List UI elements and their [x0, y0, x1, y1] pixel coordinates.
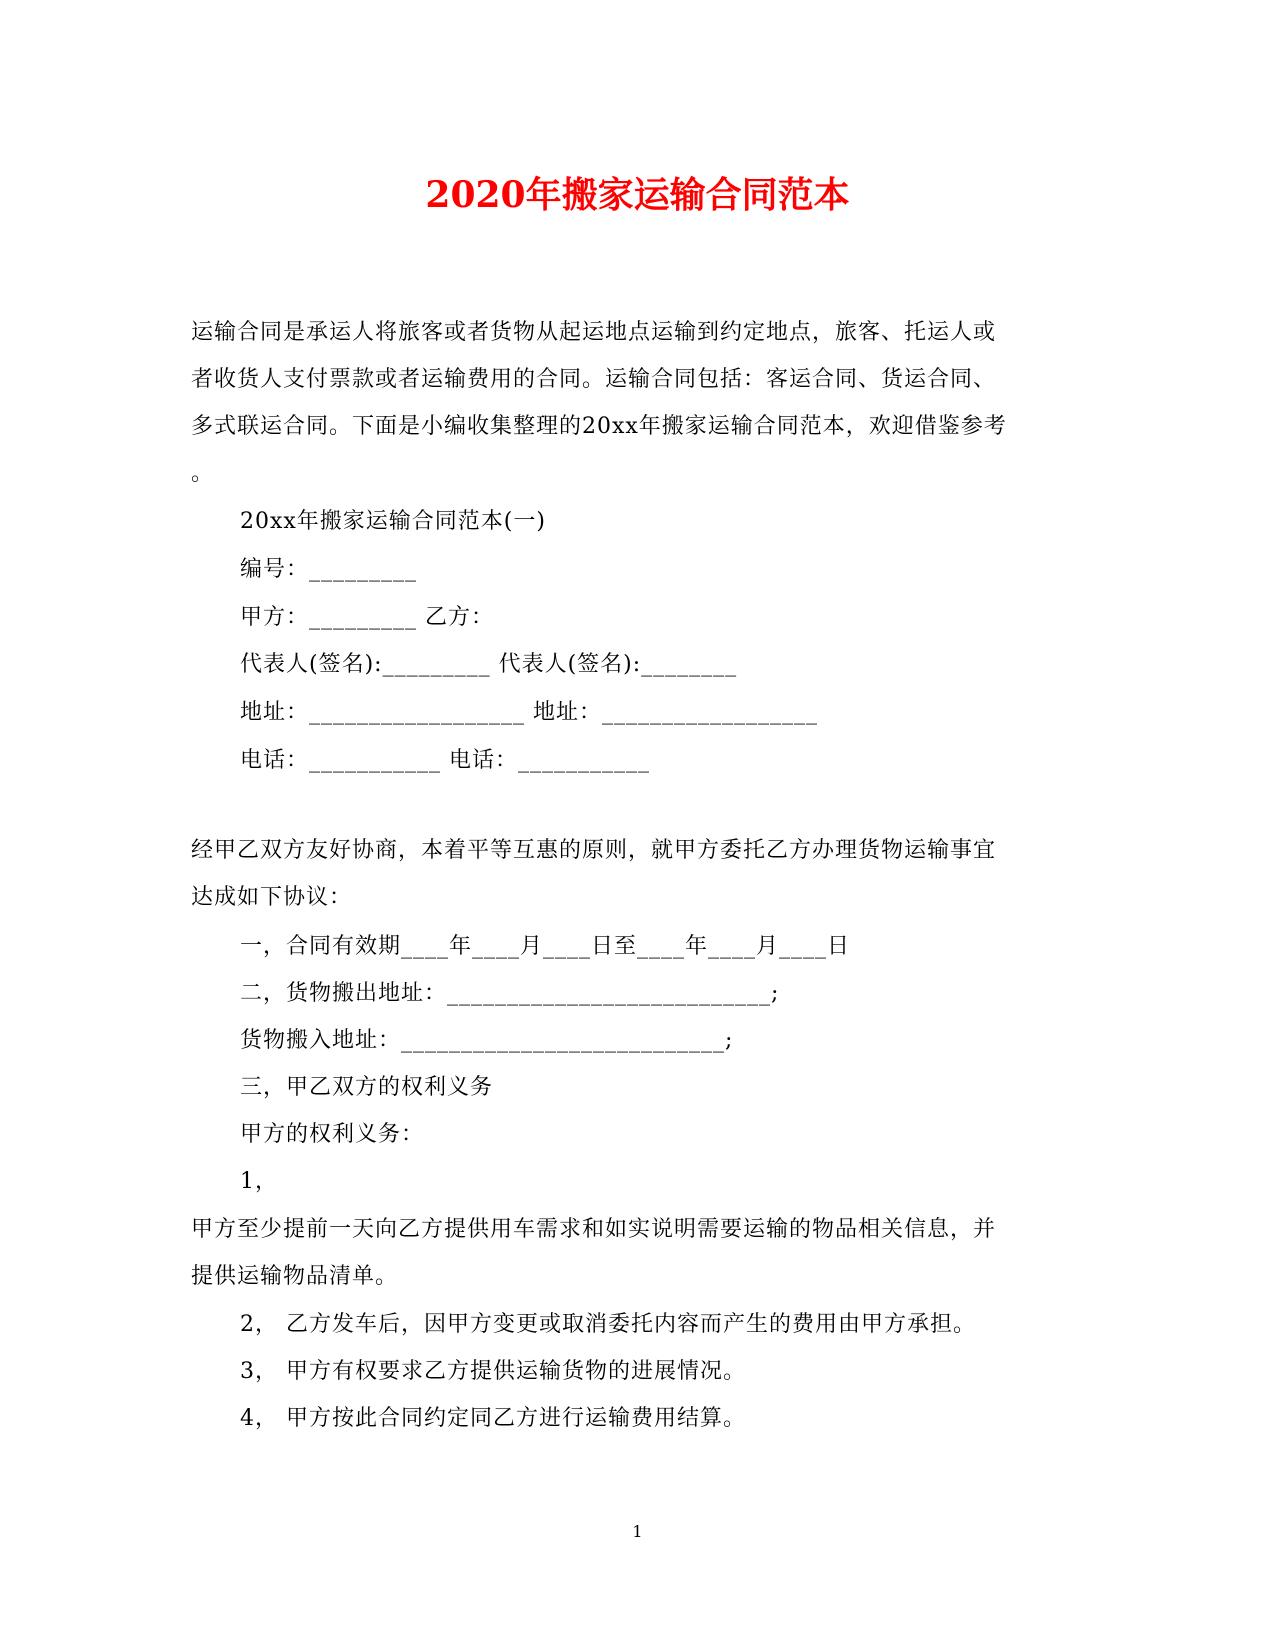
paragraph-line: 多式联运合同。下面是小编收集整理的20xx年搬家运输合同范本，欢迎借鉴参考 — [191, 414, 1007, 439]
clause-line: 二，货物搬出地址：___________________________; — [240, 981, 780, 1006]
clause-line: 3， 甲方有权要求乙方提供运输货物的进展情况。 — [240, 1359, 746, 1384]
clause-line: 甲方的权利义务： — [240, 1122, 425, 1147]
clause-line: 4， 甲方按此合同约定同乙方进行运输费用结算。 — [240, 1406, 746, 1431]
paragraph-line: 运输合同是承运人将旅客或者货物从起运地点运输到约定地点，旅客、托运人或 — [191, 320, 997, 345]
contract-number-line: 编号：_________ — [240, 557, 418, 582]
paragraph-line: 甲方至少提前一天向乙方提供用车需求和如实说明需要运输的物品相关信息，并 — [191, 1217, 997, 1242]
clause-line: 货物搬入地址：___________________________; — [240, 1028, 734, 1053]
clause-line: 2， 乙方发车后，因甲方变更或取消委托内容而产生的费用由甲方承担。 — [240, 1312, 976, 1337]
clause-line: 一，合同有效期____年____月____日至____年____月____日 — [240, 934, 851, 959]
paragraph-line: 。 — [191, 461, 215, 486]
paragraph-line: 经甲乙双方友好协商，本着平等互惠的原则，就甲方委托乙方办理货物运输事宜 — [191, 838, 997, 863]
paragraph-line: 达成如下协议： — [191, 885, 353, 910]
clause-line: 1， — [240, 1169, 278, 1194]
page-title: 2020年搬家运输合同范本 — [425, 174, 850, 216]
address-line: 地址：__________________ 地址：__________________ — [240, 700, 818, 725]
clause-line: 三，甲乙双方的权利义务 — [240, 1075, 494, 1100]
party-line: 甲方：_________ 乙方： — [240, 605, 494, 630]
paragraph-line: 提供运输物品清单。 — [191, 1264, 399, 1289]
representative-line: 代表人(签名):_________ 代表人(签名):________ — [240, 652, 738, 677]
page-number: 1 — [632, 1522, 643, 1541]
phone-line: 电话：___________ 电话：___________ — [240, 748, 650, 773]
paragraph-line: 者收货人支付票款或者运输费用的合同。运输合同包括：客运合同、货运合同、 — [191, 367, 997, 392]
contract-heading: 20xx年搬家运输合同范本(一) — [240, 509, 546, 534]
